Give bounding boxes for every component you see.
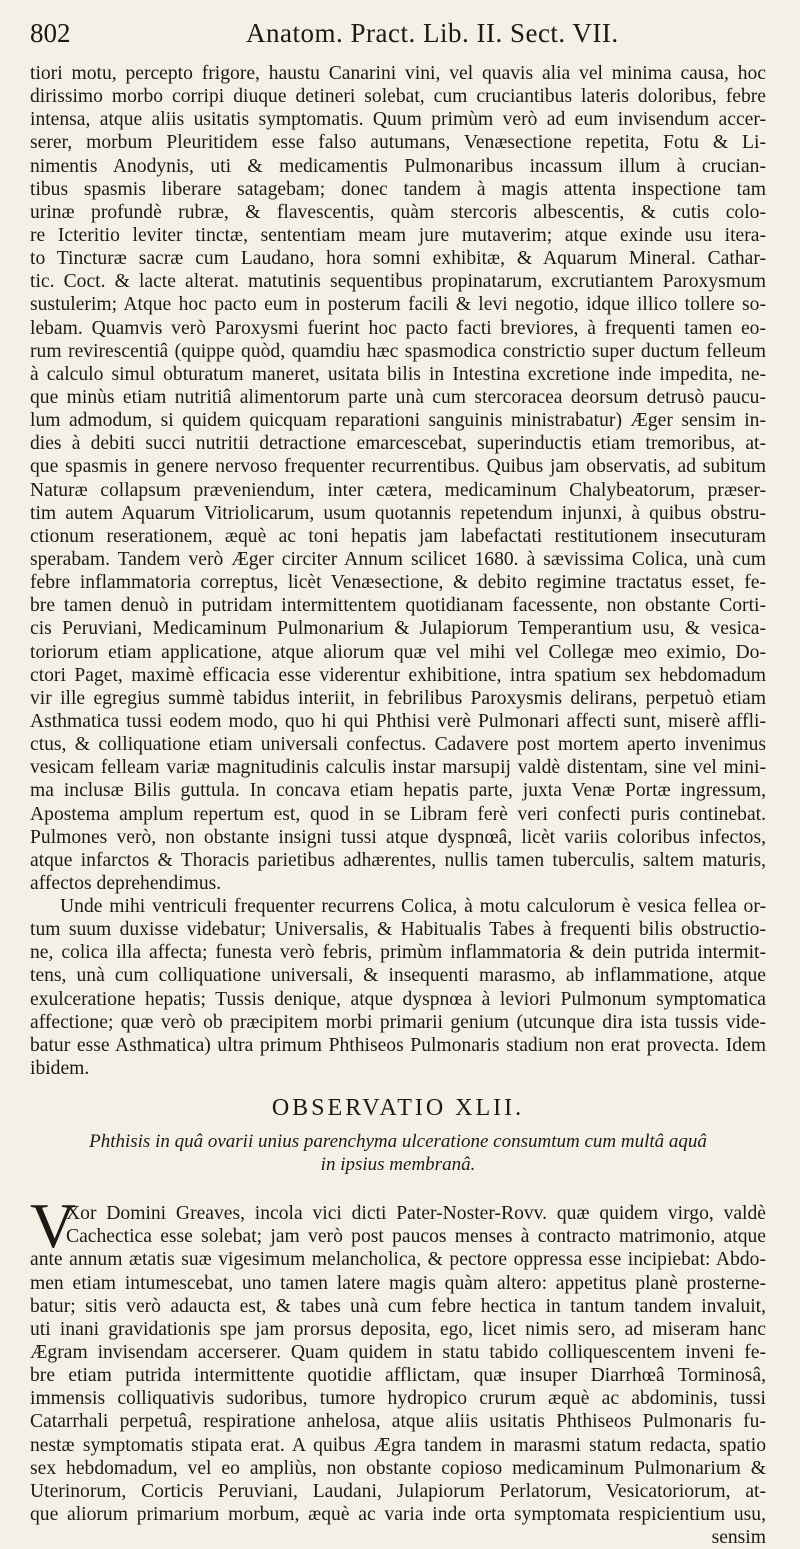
observation-subtitle-1: Phthisis in quâ ovarii unius parenchyma ulceratione consumtum cum multâ aquâ	[89, 1131, 707, 1153]
text-line: vir ille egregius summè tabidus interiit, in febrilibus Paroxysmis delirans, perpetuò etiam	[30, 687, 766, 709]
text-line: Pulmones verò, non obstante insigni tussi atque dyspnœâ, licèt variis coloribus infectos,	[30, 826, 766, 848]
text-line: Asthmatica tussi eodem modo, quo hi qui Phthisi verè Pulmonari affecti sunt, miserè affli-	[30, 710, 766, 732]
text-line: ctori Paget, maximè efficacia esse viderentur exhibitione, intra spatium sex hebdomadum	[30, 664, 766, 686]
text-line: ctionum reserationem, æquè ac toni hepatis jam labefactati restitutionem insecuturam	[30, 525, 766, 547]
text-line: dirissimo morbo corripi diuque detineri solebat, cum cruciantibus lateris doloribus, febre	[30, 86, 766, 108]
text-line: tibus spasmis liberare satagebam; donec tandem à magis attenta inspectione tam	[30, 178, 766, 200]
text-line: lum admodum, si quidem quicquam reparationi sanguinis ministrabatur) Æger sensim in-	[30, 410, 766, 432]
text-line: Xor Domini Greaves, incola vici dicti Pater-Noster-Rovv. quæ quidem virgo, valdè	[66, 1203, 766, 1225]
text-line: serer, morbum Pleuritidem esse falso autumans, Venæsectione repetita, Fotu & Li-	[30, 132, 766, 154]
text-line: to Tincturæ sacræ cum Laudano, hora somni exhibitæ, & Aquarum Mineral. Cathar-	[30, 248, 766, 270]
text-line: batur; sitis verò adaucta est, & tabes unà cum febre hectica in tantum tandem invaluit,	[30, 1295, 766, 1317]
text-line: que aliorum primarium morbum, æquè ac varia inde orta symptomata respicientium usu,	[30, 1504, 766, 1526]
text-line: tiori motu, percepto frigore, haustu Canarini vini, vel quavis alia vel minima causa, hoc	[30, 63, 766, 84]
text-line: sustulerim; Atque hoc pacto eum in posterum facili & levi negotio, idque illico tollere so-	[30, 294, 766, 316]
text-line: intensa, atque aliis usitatis symptomatis. Quum primùm verò ad eum invisendum accer-	[30, 109, 766, 131]
catchword: sensim	[711, 1527, 766, 1549]
text-line: Cachectica esse solebat; jam verò post paucos menses à contracto matrimonio, atque	[66, 1226, 766, 1248]
text-line: uti inani gravidationis spe jam prorsus deposita, ego, licet nimis sero, ad miseram hanc	[30, 1318, 766, 1340]
text-line: Naturæ collapsum præveniendum, inter cætera, medicaminum Chalybeatorum, præser-	[30, 479, 766, 501]
text-line: affectos deprehendimus.	[30, 872, 222, 894]
text-line: cis Peruviani, Medicaminum Pulmonarium & Julapiorum Temperantium usu, & vesica-	[30, 618, 766, 640]
text-line: nestæ symptomatis stipata erat. A quibus Ægra tandem in marasmi statum redacta, spatio	[30, 1434, 766, 1456]
text-line: vesicam felleam variæ magnitudinis calculis instar marsupij valdè distentam, sine vel mini-	[30, 757, 766, 779]
page-header	[30, 18, 766, 62]
text-line: toriorum etiam applicatione, atque aliorum quæ vel mihi vel Collegæ meo eximio, Do-	[30, 641, 766, 663]
text-line: tens, unà cum colliquatione universali, & insequenti marasmo, ab inflammatione, atque	[30, 965, 766, 987]
text-line: tum suum duxisse videbatur; Universalis, & Habitualis Tabes à frequenti bilis obstructio-	[30, 919, 766, 941]
text-line: tim autem Aquarum Vitriolicarum, usum quotannis repetendum injunxi, à quibus obstru-	[30, 502, 766, 524]
text-line: tic. Coct. & lacte alterat. matutinis sequentibus propinatarum, excrutiantem Paroxysmum	[30, 271, 766, 293]
text-line: Uterinorum, Corticis Peruviani, Laudani, Julapiorum Perlatorum, Vesicatoriorum, at-	[30, 1480, 766, 1502]
text-line: bre etiam putrida intermittente quotidie afflictam, quæ insuper Diarrhœâ Torminosâ,	[30, 1365, 766, 1387]
observation-body	[30, 1190, 766, 1526]
text-line: ante annum ætatis suæ vigesimum melancholica, & pectore oppressa esse incipiebat: Abdo-	[30, 1249, 766, 1271]
text-line: Catarrhali perpetuâ, respiratione anhelosa, atque aliis usitatis Phthiseos Pulmonaris fu-	[30, 1411, 766, 1433]
text-line: Ægram invisendam accerserer. Quam quidem in statu tabido colliquescentem inveni fe-	[30, 1342, 766, 1364]
text-line: men etiam intumescebat, uno tamen latere magis quàm altero: appetitus planè prosterne-	[30, 1272, 766, 1294]
text-line: ne, colica illa affecta; funesta verò febris, primùm inflammatoria & dein putrida intermit-	[30, 942, 766, 964]
text-line: que minùs etiam nutritiâ alimentorum parte unà cum stercoracea deorsum detrusò paucu-	[30, 386, 766, 408]
paragraph-unde	[30, 895, 766, 1080]
text-line: que spasmis in genere nervoso frequenter recurrentibus. Quibus jam observatis, ad subitum	[30, 456, 766, 478]
text-line: rum revirescentiâ (quippe quòd, quamdiu hæc spasmodica constrictio super ductum felleum	[30, 340, 766, 362]
text-line: immensis colliquativis sudoribus, tumore hydropico crurum æquè ac abdominis, tussi	[30, 1388, 766, 1410]
text-line: à calculo simul obturatum maneret, usitata bilis in Intestina excretione inde impedita, ne-	[30, 363, 766, 385]
text-line: Apostema amplum repertum est, quod in se Libram ferè veri confecti puris continebat.	[30, 803, 766, 825]
paragraph-continued	[30, 62, 766, 895]
text-line: ibidem.	[30, 1058, 90, 1080]
text-line: sex hebdomadum, vel eo ampliùs, non obstante copioso medicaminum Pulmonarium &	[30, 1457, 766, 1479]
observation-subtitle-2: in ipsius membranâ.	[320, 1154, 476, 1176]
text-line: Unde mihi ventriculi frequenter recurrens Colica, à motu calculorum è vesica fellea or-	[60, 896, 766, 918]
text-line: bre tamen denuò in putridam intermittentem quotidianam facessente, non obstante Corti-	[30, 595, 766, 617]
text-line: affectione; quæ verò ob præcipitem morbi primarii genium (utcunque dira ista tussis vide-	[30, 1011, 766, 1033]
running-title: Anatom. Pract. Lib. II. Sect. VII.	[246, 18, 619, 48]
text-line: sperabam. Tandem verò Æger circiter Annum scilicet 1680. à sævissima Colica, unà cum	[30, 548, 766, 570]
text-line: exulceratione hepatis; Tussis denique, atque dyspnœa à leviori Pulmonum symptomatica	[30, 988, 766, 1010]
observation-title: OBSERVATIO XLII.	[271, 1095, 525, 1122]
text-line: batur esse Asthmatica) ultra primum Phthiseos Pulmonaris stadium non erat provecta. Idem	[30, 1034, 766, 1056]
drop-cap: V	[30, 1190, 77, 1262]
text-line: febre inflammatoria correptus, licèt Venæsectione, & debito regimine tractatus esset, fe-	[30, 572, 766, 594]
text-line: ma inclusæ Bilis guttula. In concava etiam hepatis parte, juxta Venæ Portæ ingressum,	[30, 780, 766, 802]
text-line: re Icteritio leviter tinctæ, sententiam meam jure mutaverim; atque exinde usu itera-	[30, 224, 766, 246]
text-line: atque infarctos & Thoracis parietibus adhærentes, nullis tamen tuberculis, saltem maturis,	[30, 849, 766, 871]
page-number: 802	[30, 18, 71, 48]
text-line: ctus, & colliquatione etiam universali confectus. Cadavere post mortem aperto invenimus	[30, 734, 766, 756]
text-line: nimentis Anodynis, uti & medicamentis Pulmonaribus incassum illum à crucian-	[30, 155, 766, 177]
text-line: dies à debiti succi nutritii detractione emarcescebat, superinductis etiam tremoribus, at-	[30, 433, 766, 455]
text-line: lebam. Quamvis verò Paroxysmi fuerint hoc pacto facti breviores, à frequenti tamen eo-	[30, 317, 766, 339]
text-line: urinæ profundè rubræ, & flavescentis, quàm stercoris albescentis, & cutis colo-	[30, 201, 766, 223]
